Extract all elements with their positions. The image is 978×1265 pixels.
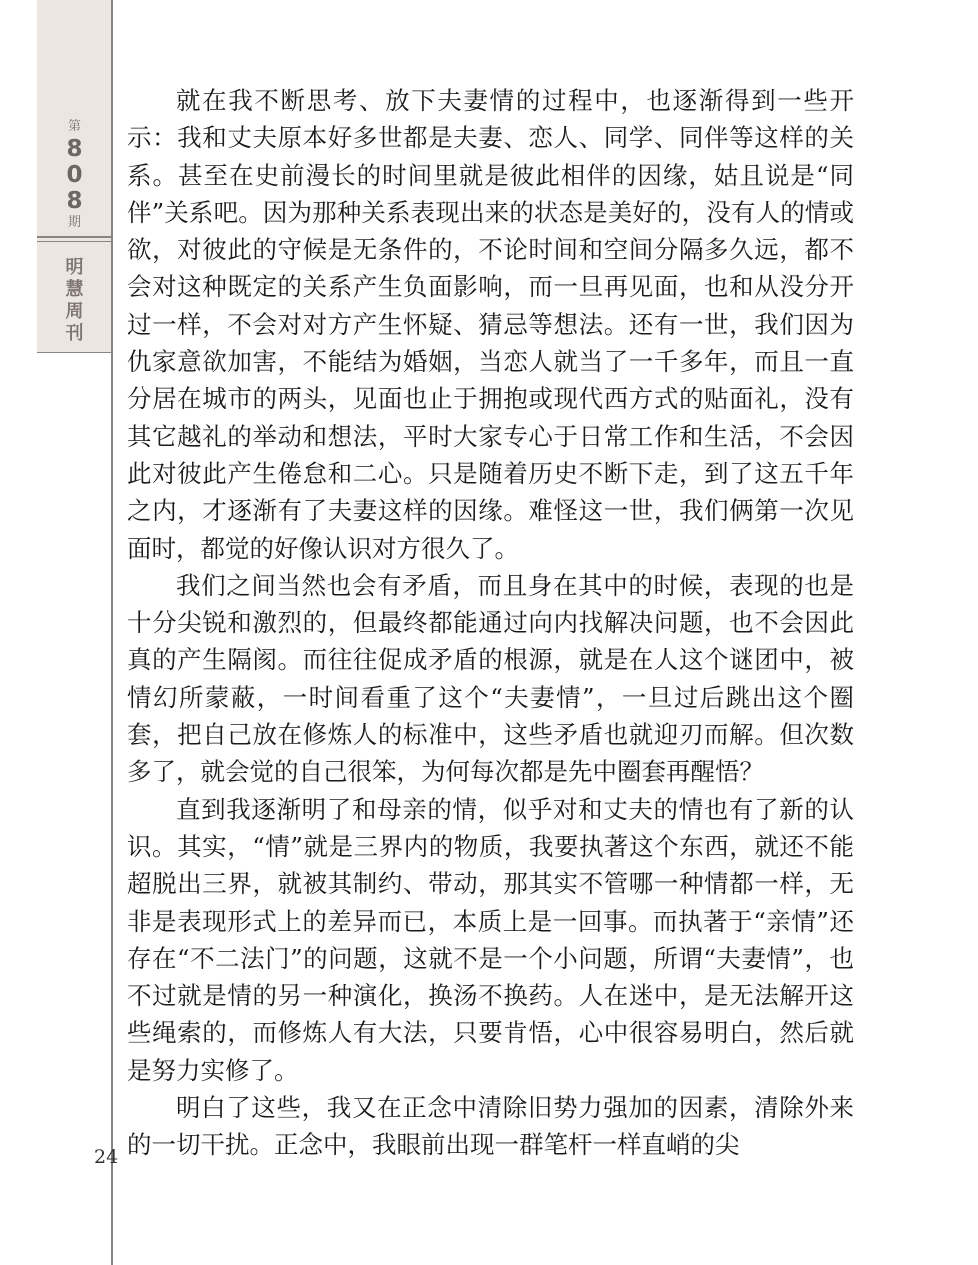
- issue-number: [37, 118, 112, 232]
- paragraph: 就在我不断思考、放下夫妻情的过程中，也逐渐得到一些开示：我和丈夫原本好多世都是夫妻、恋人、同学、同伴等这样的关系。甚至在史前漫长的时间里就是彼此相伴的因缘，姑且说是“同伴”关系吧。因为那种关系表现出来的状态是美好的，没有人的情或欲，对彼此的守候是无条件的，不论时间和空间分隔多久远，都不会对这种既定的关系产生负面影响，而一旦再见面，也和从没分开过一样，不会对对方产生怀疑、猜忌等想法。还有一世，我们因为仇家意欲加害，不能结为婚姻，当恋人就当了一千多年，而且一直分居在城市的两头，见面也止于拥抱或现代西方式的贴面礼，没有其它越礼的举动和想法，平时大家专心于日常工作和生活，不会因此对彼此产生倦怠和二心。只是随着历史不断下走，到了这五千年之内，才逐渐有了夫妻这样的因缘。难怪这一世，我们俩第一次见面时，都觉的好像认识对方很久了。: [127, 86, 854, 563]
- paragraph: 明白了这些，我又在正念中清除旧势力强加的因素，清除外来的一切干扰。正念中，我眼前出现一群笔杆一样直峭的尖: [127, 1093, 854, 1160]
- magazine-name-char: 明: [65, 257, 84, 278]
- paragraph: 我们之间当然也会有矛盾，而且身在其中的时候，表现的也是十分尖锐和激烈的，但最终都能通过向内找解决问题，也不会因此真的产生隔阂。而往往促成矛盾的根源，就是在人这个谜团中，被情幻所蒙蔽，一时间看重了这个“夫妻情”，一旦过后跳出这个圈套，把自己放在修炼人的标准中，这些矛盾也就迎刃而解。但次数多了，就会觉的自己很笨，为何每次都是先中圈套再醒悟？: [127, 570, 854, 787]
- paragraph: 直到我逐渐明了和母亲的情，似乎对和丈夫的情也有了新的认识。其实，“情”就是三界内的物质，我要执著这个东西，就还不能超脱出三界，就被其制约、带动，那其实不管哪一种情都一样，无非是表现形式上的差异而已，本质上是一回事。而执著于“亲情”还存在“不二法门”的问题，这就不是一个小问题，所谓“夫妻情”，也不过就是情的另一种演化，换汤不换药。人在迷中，是无法解开这些绳索的，而修炼人有大法，只要肯悟，心中很容易明白，然后就是努力实修了。: [127, 794, 854, 1085]
- magazine-name-char: 慧: [65, 279, 84, 300]
- article-body: [127, 82, 854, 1164]
- issue-digit: 0: [66, 162, 83, 188]
- magazine-name-char: 刊: [65, 323, 84, 344]
- issue-prefix: 第: [67, 119, 81, 134]
- magazine-name: [37, 257, 112, 345]
- issue-digit: 8: [66, 188, 83, 214]
- page-number: 24: [94, 1146, 119, 1168]
- sidebar-divider: [37, 352, 112, 353]
- issue-digit: 8: [66, 136, 83, 162]
- issue-suffix: 期: [67, 215, 81, 230]
- magazine-name-char: 周: [65, 301, 84, 322]
- sidebar-double-rule: [37, 236, 112, 242]
